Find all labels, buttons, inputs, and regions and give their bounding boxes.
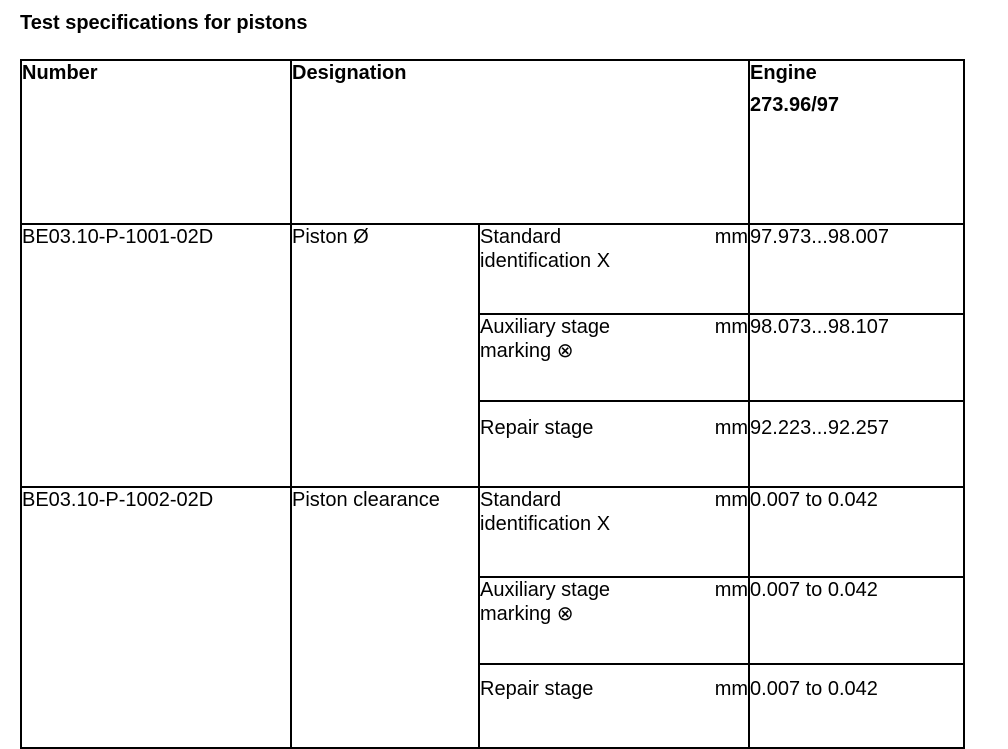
row-label: Repair stage	[479, 664, 669, 748]
row-value: 0.007 to 0.042	[749, 577, 964, 664]
group-number: BE03.10-P-1002-02D	[21, 487, 291, 748]
row-value: 0.007 to 0.042	[749, 664, 964, 748]
row-unit: mm	[669, 577, 749, 664]
row-unit: mm	[669, 224, 749, 314]
row-label: Standard identification X	[479, 224, 669, 314]
row-unit: mm	[669, 314, 749, 401]
row-unit: mm	[669, 664, 749, 748]
table-row	[21, 224, 964, 314]
row-value: 92.223...92.257	[749, 401, 964, 487]
group-number: BE03.10-P-1001-02D	[21, 224, 291, 487]
row-value: 0.007 to 0.042	[749, 487, 964, 577]
table-row	[21, 487, 964, 577]
row-value: 97.973...98.007	[749, 224, 964, 314]
row-label: Repair stage	[479, 401, 669, 487]
group-designation: Piston Ø	[291, 224, 479, 487]
header-engine	[749, 60, 964, 224]
row-label: Standard identification X	[479, 487, 669, 577]
spec-table	[20, 59, 965, 749]
group-designation: Piston clearance	[291, 487, 479, 748]
header-engine-label: Engine	[750, 62, 817, 84]
table-header-row	[21, 60, 964, 224]
header-engine-value: 273.96/97	[750, 94, 839, 116]
row-unit: mm	[669, 401, 749, 487]
header-designation: Designation	[291, 60, 749, 224]
row-label: Auxiliary stage marking ⊗	[479, 577, 669, 664]
row-value: 98.073...98.107	[749, 314, 964, 401]
page-title: Test specifications for pistons	[20, 12, 308, 34]
row-unit: mm	[669, 487, 749, 577]
row-label: Auxiliary stage marking ⊗	[479, 314, 669, 401]
header-number: Number	[21, 60, 291, 224]
